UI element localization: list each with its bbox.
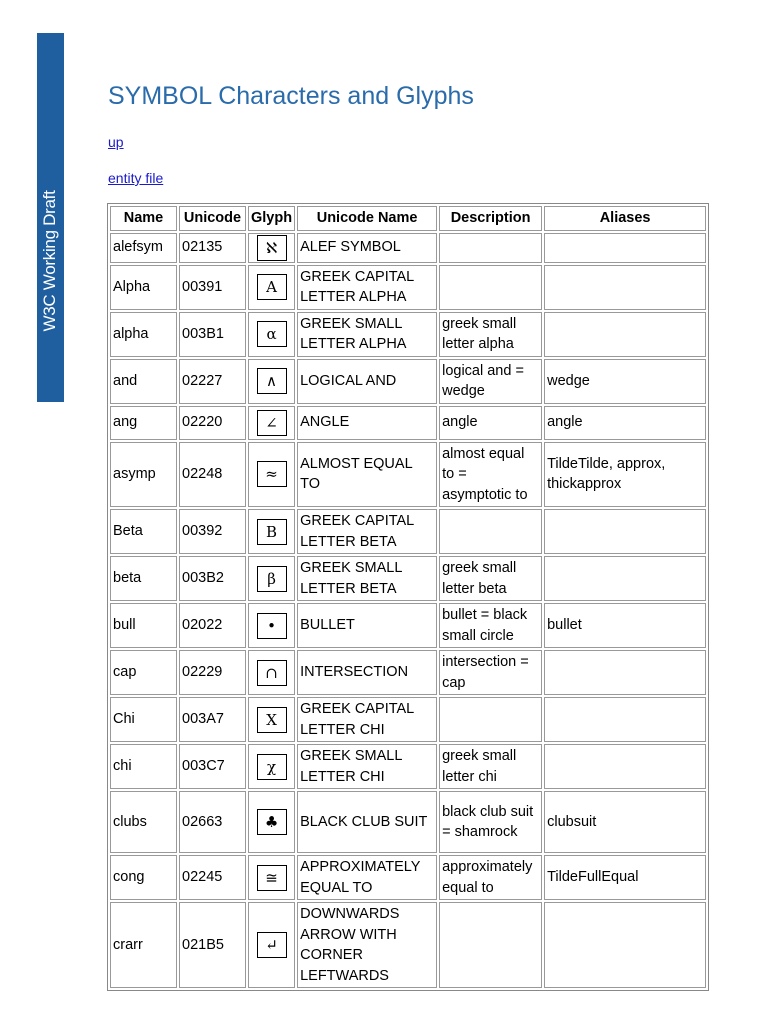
- cell-aliases: [544, 697, 706, 742]
- cell-aliases: wedge: [544, 359, 706, 404]
- cell-glyph: [248, 442, 295, 508]
- table-row: [110, 509, 706, 554]
- cell-glyph: [248, 509, 295, 554]
- cell-glyph: [248, 359, 295, 404]
- table-row: [110, 855, 706, 900]
- cell-unicode: 02229: [179, 650, 246, 695]
- cell-glyph: [248, 697, 295, 742]
- cell-aliases: angle: [544, 406, 706, 440]
- glyph-box: ≅: [257, 865, 287, 891]
- cell-description: [439, 902, 542, 988]
- glyph-box: •: [257, 613, 287, 639]
- cell-description: greek small letter beta: [439, 556, 542, 601]
- column-header-glyph: Glyph: [248, 206, 295, 231]
- cell-glyph: [248, 855, 295, 900]
- cell-name: clubs: [110, 791, 177, 853]
- cell-glyph: [248, 650, 295, 695]
- glyph-box: β: [257, 566, 287, 592]
- glyph-box: ↵: [257, 932, 287, 958]
- cell-description: black club suit = shamrock: [439, 791, 542, 853]
- table-row: [110, 359, 706, 404]
- cell-unicode: 02220: [179, 406, 246, 440]
- cell-aliases: bullet: [544, 603, 706, 648]
- banner-text: W3C Working Draft: [40, 190, 59, 332]
- column-header-aliases: Aliases: [544, 206, 706, 231]
- cell-unicode: 02227: [179, 359, 246, 404]
- cell-description: [439, 265, 542, 310]
- cell-description: intersection = cap: [439, 650, 542, 695]
- cell-description: [439, 509, 542, 554]
- glyph-box: Χ: [257, 707, 287, 733]
- table-row: [110, 791, 706, 853]
- cell-unicode-name: GREEK CAPITAL LETTER ALPHA: [297, 265, 437, 310]
- table-row: [110, 744, 706, 789]
- cell-description: logical and = wedge: [439, 359, 542, 404]
- glyph-box: ∧: [257, 368, 287, 394]
- cell-name: Alpha: [110, 265, 177, 310]
- table-row: [110, 265, 706, 310]
- cell-name: chi: [110, 744, 177, 789]
- cell-unicode: 003C7: [179, 744, 246, 789]
- glyph-box: ∩: [257, 660, 287, 686]
- cell-glyph: [248, 902, 295, 988]
- cell-description: greek small letter alpha: [439, 312, 542, 357]
- cell-unicode-name: GREEK CAPITAL LETTER CHI: [297, 697, 437, 742]
- column-header-name: Name: [110, 206, 177, 231]
- table-row: [110, 697, 706, 742]
- w3c-working-draft-banner: [37, 33, 64, 402]
- cell-aliases: [544, 233, 706, 263]
- cell-name: beta: [110, 556, 177, 601]
- cell-unicode: 021B5: [179, 902, 246, 988]
- cell-unicode-name: BULLET: [297, 603, 437, 648]
- cell-aliases: [544, 509, 706, 554]
- glyph-box: Α: [257, 274, 287, 300]
- cell-unicode-name: GREEK SMALL LETTER CHI: [297, 744, 437, 789]
- glyph-box: ℵ: [257, 235, 287, 261]
- glyph-box: ♣: [257, 809, 287, 835]
- table-header-row: [110, 206, 706, 231]
- cell-aliases: [544, 902, 706, 988]
- glyph-box: ∠: [257, 410, 287, 436]
- cell-glyph: [248, 233, 295, 263]
- table-row: [110, 312, 706, 357]
- cell-unicode-name: GREEK SMALL LETTER BETA: [297, 556, 437, 601]
- cell-glyph: [248, 556, 295, 601]
- cell-unicode-name: GREEK CAPITAL LETTER BETA: [297, 509, 437, 554]
- glyph-box: ≈: [257, 461, 287, 487]
- glyph-box: Β: [257, 519, 287, 545]
- cell-glyph: [248, 406, 295, 440]
- cell-unicode-name: GREEK SMALL LETTER ALPHA: [297, 312, 437, 357]
- column-header-unicode: Unicode: [179, 206, 246, 231]
- cell-name: Beta: [110, 509, 177, 554]
- table-row: [110, 556, 706, 601]
- cell-aliases: [544, 650, 706, 695]
- cell-aliases: [544, 556, 706, 601]
- cell-glyph: [248, 603, 295, 648]
- cell-name: asymp: [110, 442, 177, 508]
- cell-unicode-name: ALMOST EQUAL TO: [297, 442, 437, 508]
- cell-description: angle: [439, 406, 542, 440]
- cell-name: alpha: [110, 312, 177, 357]
- cell-unicode: 00392: [179, 509, 246, 554]
- cell-aliases: clubsuit: [544, 791, 706, 853]
- cell-unicode-name: BLACK CLUB SUIT: [297, 791, 437, 853]
- cell-unicode: 02245: [179, 855, 246, 900]
- table-row: [110, 233, 706, 263]
- cell-name: Chi: [110, 697, 177, 742]
- cell-description: approximately equal to: [439, 855, 542, 900]
- cell-glyph: [248, 265, 295, 310]
- cell-unicode-name: APPROXIMATELY EQUAL TO: [297, 855, 437, 900]
- column-header-description: Description: [439, 206, 542, 231]
- cell-name: crarr: [110, 902, 177, 988]
- cell-aliases: [544, 744, 706, 789]
- cell-aliases: TildeFullEqual: [544, 855, 706, 900]
- page-title: SYMBOL Characters and Glyphs: [108, 82, 474, 110]
- cell-glyph: [248, 791, 295, 853]
- cell-unicode-name: ALEF SYMBOL: [297, 233, 437, 263]
- cell-unicode-name: ANGLE: [297, 406, 437, 440]
- cell-unicode: 003B1: [179, 312, 246, 357]
- glyph-box: χ: [257, 754, 287, 780]
- glyph-box: α: [257, 321, 287, 347]
- cell-aliases: [544, 312, 706, 357]
- column-header-unicode-name: Unicode Name: [297, 206, 437, 231]
- cell-unicode-name: DOWNWARDS ARROW WITH CORNER LEFTWARDS: [297, 902, 437, 988]
- cell-aliases: TildeTilde, approx, thickapprox: [544, 442, 706, 508]
- cell-name: and: [110, 359, 177, 404]
- table-row: [110, 902, 706, 988]
- cell-aliases: [544, 265, 706, 310]
- cell-description: bullet = black small circle: [439, 603, 542, 648]
- cell-name: cap: [110, 650, 177, 695]
- cell-glyph: [248, 744, 295, 789]
- cell-description: greek small letter chi: [439, 744, 542, 789]
- table-row: [110, 442, 706, 508]
- cell-description: almost equal to = asymptotic to: [439, 442, 542, 508]
- table-row: [110, 603, 706, 648]
- cell-description: [439, 233, 542, 263]
- cell-name: alefsym: [110, 233, 177, 263]
- table-row: [110, 650, 706, 695]
- cell-name: cong: [110, 855, 177, 900]
- up-link[interactable]: up: [108, 134, 124, 150]
- cell-unicode-name: INTERSECTION: [297, 650, 437, 695]
- cell-description: [439, 697, 542, 742]
- cell-glyph: [248, 312, 295, 357]
- cell-unicode: 02022: [179, 603, 246, 648]
- entity-file-link[interactable]: entity file: [108, 170, 164, 186]
- cell-unicode: 02248: [179, 442, 246, 508]
- cell-unicode: 02135: [179, 233, 246, 263]
- cell-unicode-name: LOGICAL AND: [297, 359, 437, 404]
- cell-unicode: 003B2: [179, 556, 246, 601]
- cell-name: bull: [110, 603, 177, 648]
- cell-name: ang: [110, 406, 177, 440]
- cell-unicode: 02663: [179, 791, 246, 853]
- cell-unicode: 003A7: [179, 697, 246, 742]
- cell-unicode: 00391: [179, 265, 246, 310]
- table-row: [110, 406, 706, 440]
- symbol-table: [107, 203, 709, 991]
